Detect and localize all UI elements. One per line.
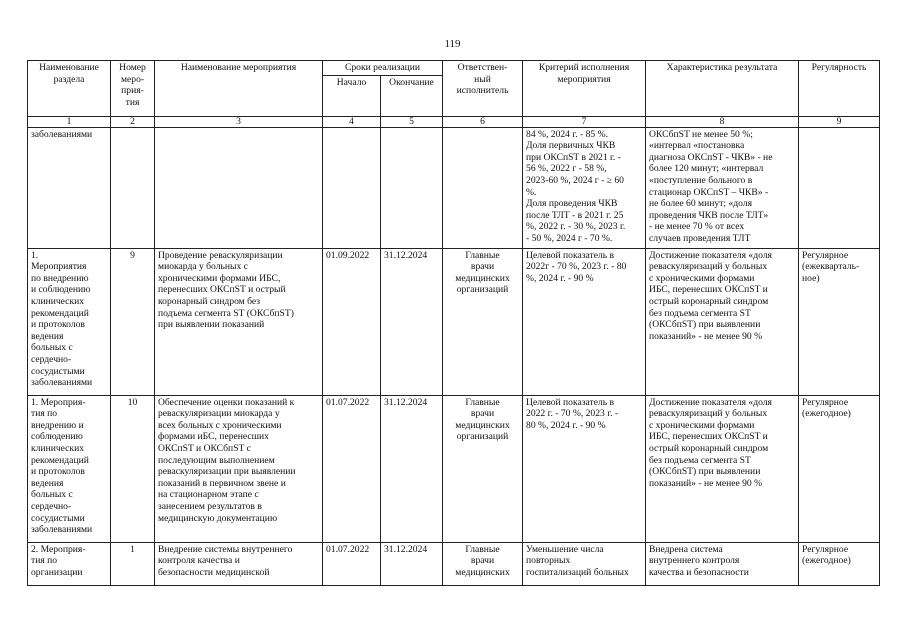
cell-responsible: Главные врачи медицинских организаций (443, 395, 523, 542)
cell-regularity: Регулярное (ежегодное) (799, 395, 880, 542)
cell-event: Обеспечение оценки показаний к реваскуляризации миокарда у всех больных с хроническими формами иБС, перенесших ОКСпST и ОКСбпST с последующим выполнением реваскуляризации при выявлении показаний в первичном звене и на стационарном этапе с занесением результатов в медицинскую документацию (155, 395, 323, 542)
cell-number (111, 127, 155, 248)
cell-section: заболеваниями (28, 127, 111, 248)
cell-event (155, 127, 323, 248)
cell-responsible: Главные врачи медицинских (443, 542, 523, 585)
header-start: Начало (323, 75, 381, 116)
cell-event: Внедрение системы внутреннего контроля качества и безопасности медицинской (155, 542, 323, 585)
measures-table (27, 60, 880, 586)
cell-number: 1 (111, 542, 155, 585)
column-number: 4 (323, 116, 381, 127)
table-row (28, 248, 880, 395)
header-responsible: Ответствен- ный исполнитель (443, 61, 523, 117)
cell-start: 01.07.2022 (323, 395, 381, 542)
cell-end: 31.12.2024 (381, 542, 443, 585)
cell-responsible: Главные врачи медицинских организаций (443, 248, 523, 395)
column-number: 1 (28, 116, 111, 127)
cell-criterion: Целевой показатель в 2022 г. - 70 %, 2023 г. - 80 %, 2024 г. - 90 % (523, 395, 646, 542)
cell-result: Достижение показателя «доля реваскуляризаций у больных с хроническими формами ИБС, перенесших ОКСпST и острый коронарный синдром без подъема сегмента ST (ОКСбпST) при выявлении показаний» - не менее 90 % (646, 248, 799, 395)
header-result: Характеристика результата (646, 61, 799, 117)
header-event: Наименование мероприятия (155, 61, 323, 117)
cell-result: Внедрена система внутреннего контроля качества и безопасности (646, 542, 799, 585)
cell-start: 01.09.2022 (323, 248, 381, 395)
cell-start: 01.07.2022 (323, 542, 381, 585)
header-section: Наименование раздела (28, 61, 111, 117)
column-number-row (28, 116, 880, 127)
column-number: 7 (523, 116, 646, 127)
cell-regularity: Регулярное (ежегодное) (799, 542, 880, 585)
header-criterion: Критерий исполнения мероприятия (523, 61, 646, 117)
cell-section: 2. Мероприя- тия по организации (28, 542, 111, 585)
cell-end: 31.12.2024 (381, 395, 443, 542)
header-terms: Сроки реализации (323, 61, 443, 76)
cell-regularity (799, 127, 880, 248)
header-end: Окончание (381, 75, 443, 116)
cell-criterion: Целевой показатель в 2022г - 70 %, 2023 г. - 80 %, 2024 г. - 90 % (523, 248, 646, 395)
cell-number: 10 (111, 395, 155, 542)
column-number: 5 (381, 116, 443, 127)
cell-end: 31.12.2024 (381, 248, 443, 395)
cell-event: Проведение реваскуляризации миокарда у больных с хроническими формами ИБС, перенесших ОКСпST и острый коронарный синдром без подъема сегмента ST (ОКСбпST) при выявлении показаний (155, 248, 323, 395)
column-number: 8 (646, 116, 799, 127)
page-number: 119 (444, 38, 461, 50)
cell-result: Достижение показателя «доля реваскуляризаций у больных с хроническими формами ИБС, перенесших ОКСпST и острый коронарный синдром без подъема сегмента ST (ОКСбпST) при выявлении показаний» - не менее 90 % (646, 395, 799, 542)
cell-regularity: Регулярное (ежекварталь- ное) (799, 248, 880, 395)
cell-start (323, 127, 381, 248)
cell-responsible (443, 127, 523, 248)
cell-section: 1. Мероприя- тия по внедрению и соблюдению клинических рекомендаций и протоколов ведения больных с сердечно- сосудистыми заболеваниями (28, 395, 111, 542)
cell-number: 9 (111, 248, 155, 395)
column-number: 3 (155, 116, 323, 127)
cell-end (381, 127, 443, 248)
cell-criterion: 84 %, 2024 г. - 85 %. Доля первичных ЧКВ при ОКСпST в 2021 г. - 56 %, 2022 г - 58 %, 2023-60 %, 2024 г - ≥ 60 %. Доля проведения ЧКВ после ТЛТ - в 2021 г. 25 %, 2022 г. - 30 %, 2023 г. - 50 %, 2024 г - 70 %. (523, 127, 646, 248)
cell-section: 1. Мероприятия по внедрению и соблюдению клинических рекомендаций и протоколов ведения больных с сердечно- сосудистыми заболеваниями (28, 248, 111, 395)
table-row (28, 542, 880, 585)
column-number: 2 (111, 116, 155, 127)
column-number: 6 (443, 116, 523, 127)
cell-result: ОКСбпST не менее 50 %; «интервал «постановка диагноза ОКСпST - ЧКВ» - не более 120 минут; «интервал «поступление больного в стационар ОКСпST – ЧКВ» - не более 60 минут; «доля проведения ЧКВ после ТЛТ» - не менее 70 % от всех случаев проведения ТЛТ (646, 127, 799, 248)
header-row-1 (28, 61, 880, 76)
table-row (28, 127, 880, 248)
header-regularity: Регулярность (799, 61, 880, 117)
table-row (28, 395, 880, 542)
header-number: Номер меро- прия- тия (111, 61, 155, 117)
cell-criterion: Уменьшение числа повторных госпитализаций больных (523, 542, 646, 585)
column-number: 9 (799, 116, 880, 127)
